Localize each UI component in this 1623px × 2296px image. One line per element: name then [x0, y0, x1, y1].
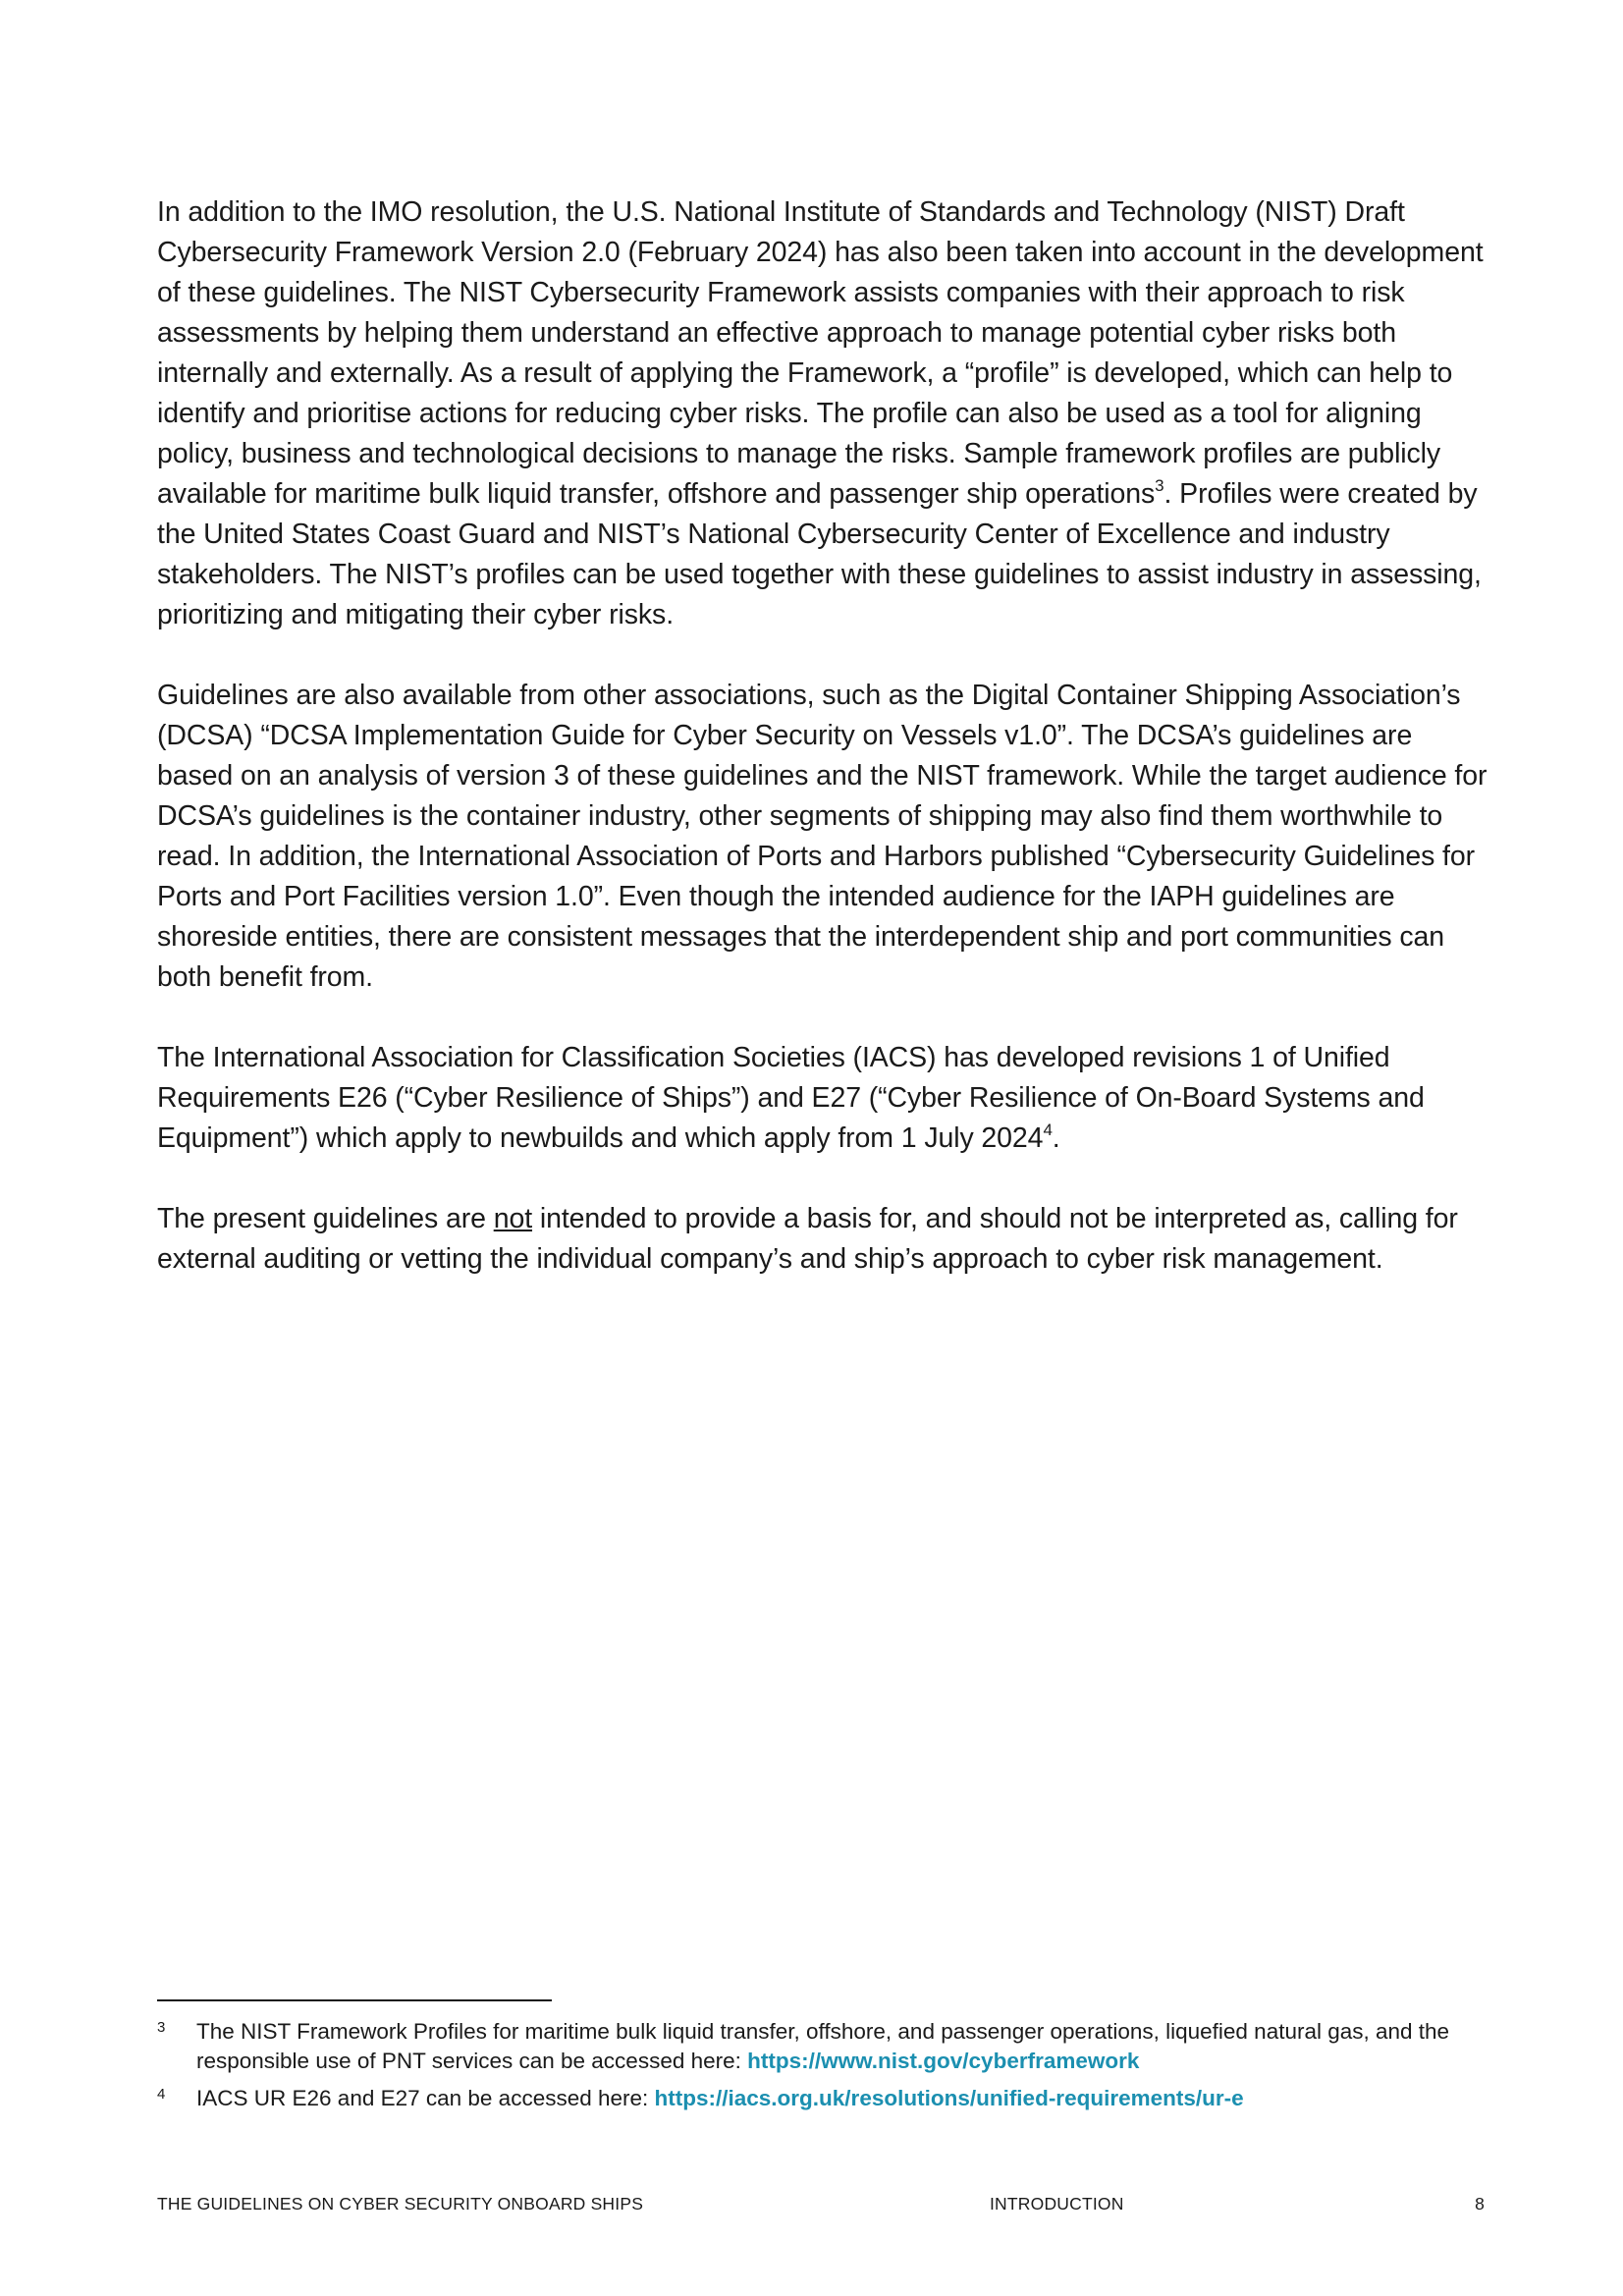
footnote-ref-3[interactable]: 3 [1155, 475, 1164, 495]
footnotes [157, 2017, 1492, 2121]
paragraph-nist-framework [157, 192, 1492, 635]
underlined-word: not [493, 1203, 533, 1234]
iacs-link[interactable]: https://iacs.org.uk/resolutions/unified-requirements/ur-e [654, 2086, 1244, 2110]
footnote-ref-4[interactable]: 4 [1043, 1120, 1053, 1139]
paragraph-iacs [157, 1038, 1492, 1159]
footnote-3 [157, 2017, 1492, 2076]
page-number: 8 [1475, 2194, 1485, 2214]
paragraph-text: . [1052, 1122, 1060, 1154]
paragraph-text: In addition to the IMO resolution, the U.S. National Institute of Standards and Technology (NIST) Draft Cybersecurity Framework Version 2.0 (February 2024) has also been taken into account in the development of these guidelines. The NIST Cybersecurity Framework assists companies with their approach to risk assessments by helping them understand an effective approach to manage potential cyber risks both internally and externally. As a result of applying the Framework, a “profile” is developed, which can help to identify and prioritise actions for reducing cyber risks. The profile can also be used as a tool for aligning policy, business and technological decisions to manage the risks. Sample framework profiles are publicly available for maritime bulk liquid transfer, offshore and passenger ship operations [157, 196, 1484, 510]
paragraph-other-associations: Guidelines are also available from other associations, such as the Digital Container Shipping Association’s (DCSA) “DCSA Implementation Guide for Cyber Security on Vessels v1.0”. The DCSA’s guidelines are based on an analysis of version 3 of these guidelines and the NIST framework. While the target audience for DCSA’s guidelines is the container industry, other segments of shipping may also find them worthwhile to read. In addition, the International Association of Ports and Harbors published “Cybersecurity Guidelines for Ports and Port Facilities version 1.0”. Even though the intended audience for the IAPH guidelines are shoreside entities, there are consistent messages that the interdependent ship and port communities can both benefit from. [157, 680, 1488, 993]
footnote-number: 4 [157, 2086, 166, 2103]
nist-link[interactable]: https://www.nist.gov/cyberframework [747, 2049, 1140, 2073]
footer-document-title: THE GUIDELINES ON CYBER SECURITY ONBOARD SHIPS [157, 2194, 644, 2214]
footnote-number: 3 [157, 2019, 166, 2036]
footnote-text: IACS UR E26 and E27 can be accessed here: [196, 2086, 655, 2110]
footnote-text: The NIST Framework Profiles for maritime bulk liquid transfer, offshore, and passenger operations, liquefied natural gas, and the responsible use of PNT services can be accessed here: [196, 2019, 1450, 2073]
paragraph-text: The present guidelines are [157, 1203, 494, 1234]
paragraph-text: . Profiles were created by the United States Coast Guard and NIST’s National Cybersecurity Center of Excellence and industry stakeholders. The NIST’s profiles can be used together with these guidelines to assist industry in assessing, prioritizing and mitigating their cyber risks. [157, 478, 1482, 630]
footnote-4 [157, 2084, 1492, 2113]
footer-section-name: INTRODUCTION [990, 2194, 1124, 2214]
main-content [157, 192, 1492, 1320]
footnote-separator [157, 1999, 552, 2001]
paragraph-text: intended to provide a basis for, and should not be interpreted as, calling for external auditing or vetting the individual company’s and ship’s approach to cyber risk management. [157, 1203, 1458, 1275]
paragraph-disclaimer [157, 1199, 1492, 1280]
paragraph-text: The International Association for Classification Societies (IACS) has developed revisions 1 of Unified Requirements E26 (“Cyber Resilience of Ships”) and E27 (“Cyber Resilience of On-Board Systems and Equipment”) which apply to newbuilds and which apply from 1 July 2024 [157, 1042, 1425, 1154]
